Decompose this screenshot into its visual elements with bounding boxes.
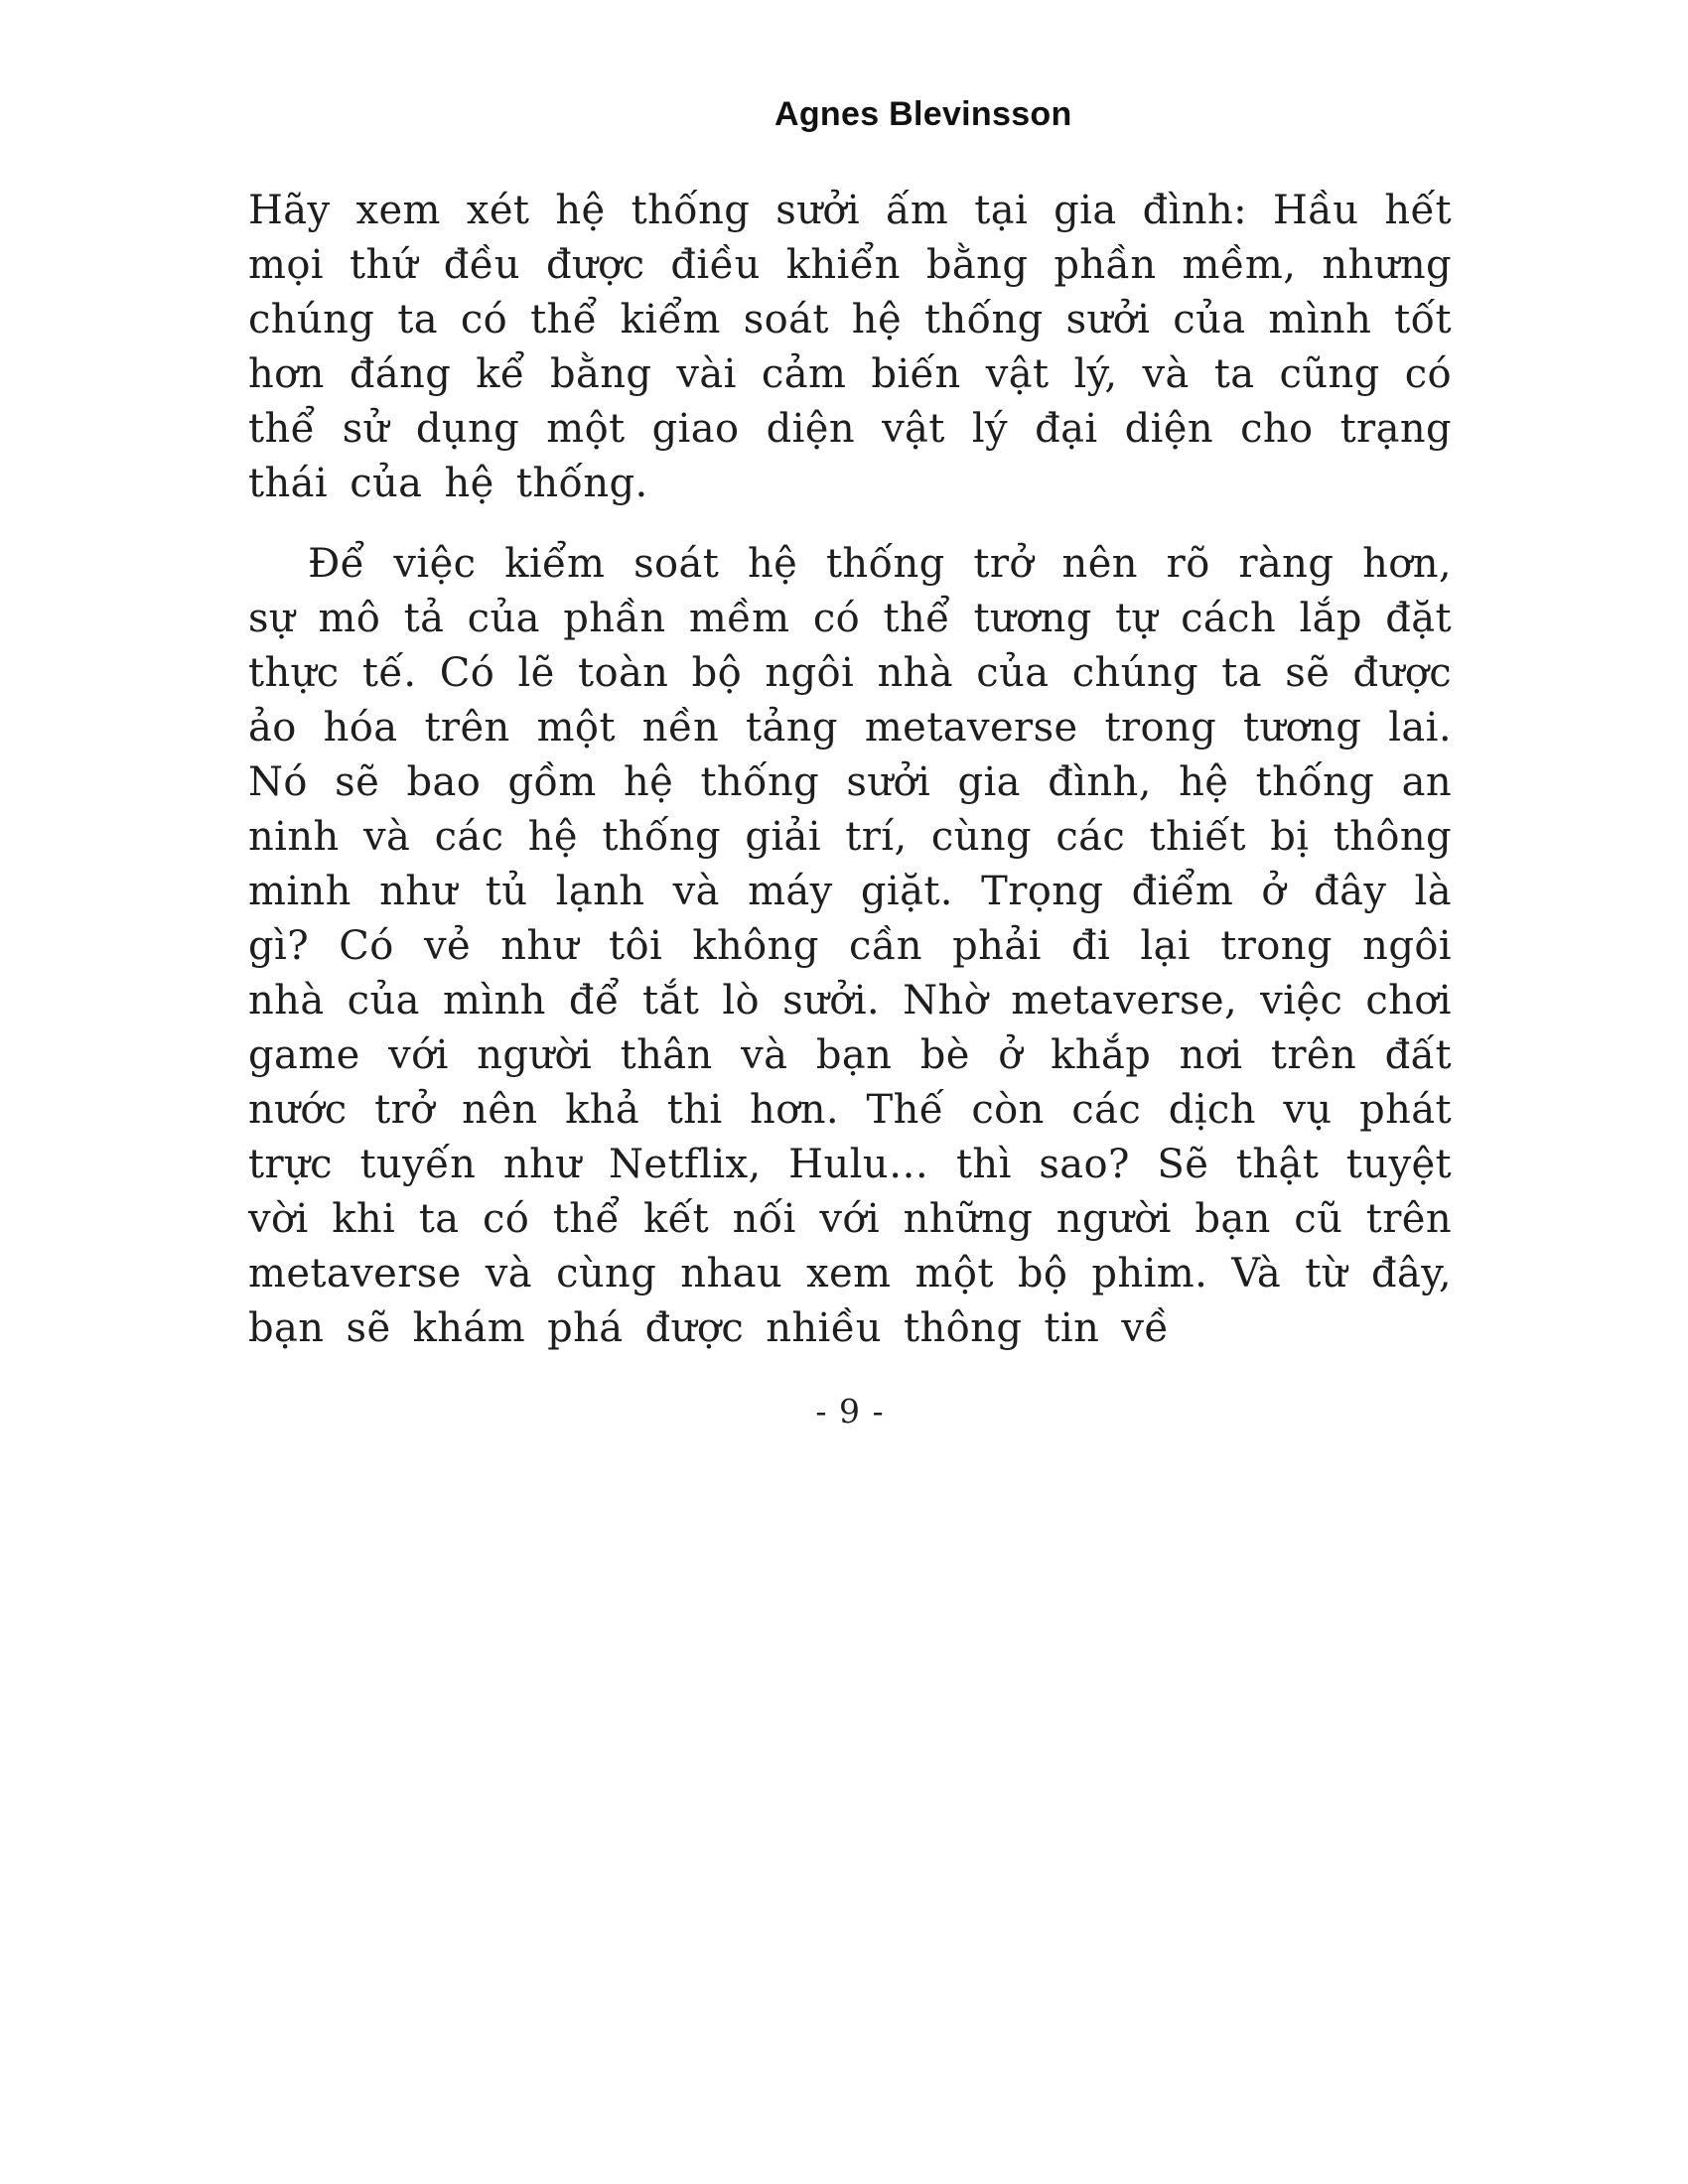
paragraph: Hãy xem xét hệ thống sưởi ấm tại gia đình: Hầu hết mọi thứ đều được điều khiển bằng phần mềm, nhưng chúng ta có thể kiểm soát hệ thống sưởi của mình tốt hơn đáng kể bằng vài cảm biến vật lý, và ta cũng có thể sử dụng một giao diện vật lý đại diện cho trạng thái của hệ thống. [248,188,1452,506]
page-content [248,95,1452,1431]
paragraph: Để việc kiểm soát hệ thống trở nên rõ ràng hơn, sự mô tả của phần mềm có thể tương tự cách lắp đặt thực tế. Có lẽ toàn bộ ngôi nhà của chúng ta sẽ được ảo hóa trên một nền tảng metaverse trong tương lai. Nó sẽ bao gồm hệ thống sưởi gia đình, hệ thống an ninh và các hệ thống giải trí, cùng các thiết bị thông minh như tủ lạnh và máy giặt. Trọng điểm ở đây là gì? Có vẻ như tôi không cần phải đi lại trong ngôi nhà của mình để tắt lò sưởi. Nhờ metaverse, việc chơi game với người thân và bạn bè ở khắp nơi trên đất nước trở nên khả thi hơn. Thế còn các dịch vụ phát trực tuyến như Netflix, Hulu… thì sao? Sẽ thật tuyệt vời khi ta có thể kết nối với những người bạn cũ trên metaverse và cùng nhau xem một bộ phim. Và từ đây, bạn sẽ khám phá được nhiều thông tin về [248,541,1452,1351]
body-text [248,184,1452,1356]
running-head-author: Agnes Blevinsson [774,95,1072,133]
page-number: - 9 - [815,1392,885,1431]
